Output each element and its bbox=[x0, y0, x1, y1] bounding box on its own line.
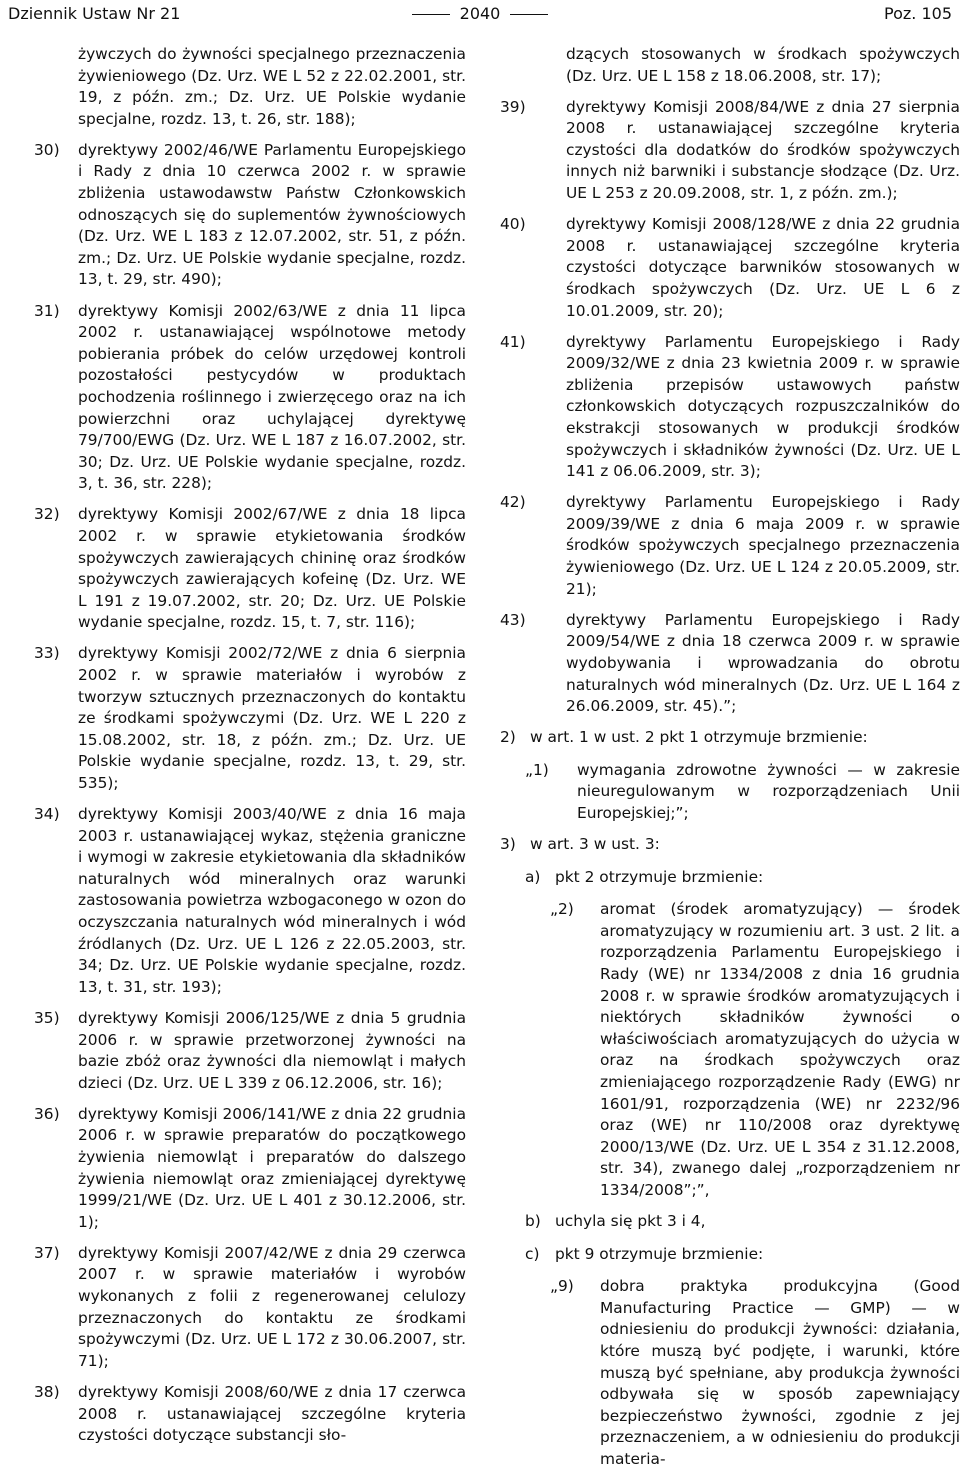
point-3 bbox=[500, 834, 960, 856]
item-number: 31) bbox=[34, 301, 60, 320]
item-text: dyrektywy Parlamentu Europejskiego i Rady 2009/54/WE z dnia 18 czerwca 2009 r. w sprawie wydobywania i wprowadzania do obrotu naturalnych wód mineralnych (Dz. Urz. UE L 164 z 26.06.2009, str. 45).”; bbox=[566, 610, 960, 716]
item-number: 40) bbox=[500, 215, 526, 234]
item-number: 30) bbox=[34, 140, 60, 159]
item-number: 34) bbox=[34, 805, 60, 824]
item-text: dyrektywy Komisji 2008/60/WE z dnia 17 czerwca 2008 r. ustanawiającej szczególne kryteria czystości dotyczące substancji sło- bbox=[78, 1382, 466, 1445]
sub-letter: a) bbox=[525, 867, 541, 886]
continuation-text: żywczych do żywności specjalnego przeznaczenia żywieniowego (Dz. Urz. WE L 52 z 22.02.2001, str. 19, z późn. zm.; Dz. Urz. UE Polskie wydanie specjalne, rozdz. 13, t. 26, str. 188); bbox=[78, 45, 466, 128]
item-text: dyrektywy Parlamentu Europejskiego i Rady 2009/39/WE z dnia 6 maja 2009 r. w sprawie środków spożywczych specjalnego przeznaczenia żywieniowego (Dz. Urz. UE L 124 z 20.05.2009, str. 21); bbox=[566, 493, 960, 598]
point-text: w art. 1 w ust. 2 pkt 1 otrzymuje brzmienie: bbox=[530, 728, 868, 747]
item-number: 35) bbox=[34, 1008, 60, 1027]
sub-c-quote bbox=[550, 1276, 960, 1470]
item-text: dyrektywy Parlamentu Europejskiego i Rady 2009/32/WE z dnia 23 kwietnia 2009 r. w sprawie zbliżenia przepisów ustawowych państw członkowskich dotyczących rozpuszczalników do ekstrakcji stosowanych w produkcji środków spożywczych i składników żywności (Dz. Urz. UE L 141 z 06.06.2009, str. 3); bbox=[566, 332, 960, 481]
point-text: w art. 3 w ust. 3: bbox=[530, 835, 660, 854]
dash-left bbox=[412, 14, 450, 15]
position-number: Poz. 105 bbox=[884, 4, 952, 23]
point-number: 2) bbox=[500, 728, 516, 747]
item-text: dyrektywy Komisji 2006/125/WE z dnia 5 grudnia 2006 r. w sprawie przetworzonej żywności na bazie zbóż oraz żywności dla niemowląt i małych dzieci (Dz. Urz. UE L 339 z 06.12.2006, str. 16); bbox=[78, 1008, 466, 1092]
right-column bbox=[500, 44, 960, 1480]
item-number: 43) bbox=[500, 610, 526, 629]
item-number: 32) bbox=[34, 505, 60, 524]
item-text: dyrektywy 2002/46/WE Parlamentu Europejskiego i Rady z dnia 10 czerwca 2002 r. w sprawie zbliżenia ustawodawstw Państw Członkowskich odnoszących się do suplementów żywnościowych (Dz. Urz. WE L 183 z 12.07.2002, str. 51, z późn. zm.; Dz. Urz. UE Polskie wydanie specjalne, rozdz. 13, t. 29, str. 490); bbox=[78, 140, 466, 289]
item-number: 39) bbox=[500, 97, 526, 116]
page-number-wrapper bbox=[0, 4, 960, 23]
journal-title: Dziennik Ustaw Nr 21 bbox=[8, 4, 181, 23]
sub-text: pkt 2 otrzymuje brzmienie: bbox=[555, 867, 764, 886]
item-number: 42) bbox=[500, 493, 526, 512]
continuation-text: dzących stosowanych w środkach spożywczych (Dz. Urz. UE L 158 z 18.06.2008, str. 17); bbox=[566, 45, 960, 85]
list-item bbox=[34, 1243, 466, 1373]
sub-text: pkt 9 otrzymuje brzmienie: bbox=[555, 1244, 764, 1263]
sub-letter: b) bbox=[525, 1212, 541, 1231]
sub-point-a bbox=[525, 867, 960, 889]
point-2 bbox=[500, 727, 960, 749]
item-text: dyrektywy Komisji 2007/42/WE z dnia 29 czerwca 2007 r. w sprawie materiałów i wyrobów wykonanych z folii z regenerowanej celulozy przeznaczonych do kontaktu ze środkami spożywczymi (Dz. Urz. UE L 172 z 30.06.2007, str. 71); bbox=[78, 1243, 466, 1370]
list-item bbox=[34, 643, 466, 794]
item-number: 33) bbox=[34, 644, 60, 663]
sub-point-b bbox=[525, 1211, 960, 1233]
sub-letter: c) bbox=[525, 1244, 540, 1263]
point-2-quote bbox=[525, 760, 960, 825]
item-text: dyrektywy Komisji 2006/141/WE z dnia 22 grudnia 2006 r. w sprawie preparatów do początkowego żywienia niemowląt i preparatów do dalszego żywienia niemowląt oraz zmieniającej dyrektywę 1999/21/WE (Dz. Urz. UE L 401 z 30.12.2006, str. 1); bbox=[78, 1104, 466, 1231]
list-item bbox=[34, 1008, 466, 1094]
quote-text: aromat (środek aromatyzujący) — środek aromatyzujący w rozumieniu art. 3 ust. 2 lit. a rozporządzenia Parlamentu Europejskiego i Rady (WE) nr 1334/2008 z dnia 16 grudnia 2008 r. w sprawie środków aromatyzujących i niektórych składników żywności o właściwościach aromatyzujących do użycia w oraz na środkach spożywczych oraz zmieniającego rozporządzenie Rady (EWG) nr 1601/91, rozporządzenia (WE) nr 2232/96 oraz (WE) nr 110/2008 oraz dyrektywę 2000/13/WE (Dz. Urz. UE L 354 z 31.12.2008, str. 34), zwanego dalej „rozporządzeniem nr 1334/2008”;”, bbox=[600, 900, 960, 1199]
item-text: dyrektywy Komisji 2002/72/WE z dnia 6 sierpnia 2002 r. w sprawie materiałów i wyrobów z tworzyw sztucznych przeznaczonych do kontaktu ze środkami spożywczymi (Dz. Urz. WE L 220 z 15.08.2002, str. 18, z późn. zm.; Dz. Urz. UE Polskie wydanie specjalne, rozdz. 13, t. 29, str. 535); bbox=[78, 644, 466, 792]
list-item bbox=[500, 332, 960, 483]
quote-text: dobra praktyka produkcyjna (Good Manufacturing Practice — GMP) — w odniesieniu do produkcji żywności: działania, które muszą być podjęte, i warunki, które muszą być spełniane, aby produkcja żywności odbywała się w sposób zapewniający bezpieczeństwo żywności, zgodnie z jej przeznaczeniem, a w odniesieniu do produkcji materia- bbox=[600, 1277, 960, 1469]
page-number: 2040 bbox=[459, 4, 501, 23]
item-number: 41) bbox=[500, 332, 526, 351]
sub-text: uchyla się pkt 3 i 4, bbox=[555, 1212, 706, 1231]
list-item bbox=[34, 804, 466, 998]
quoted-item bbox=[550, 1276, 960, 1470]
point-number: 3) bbox=[500, 835, 516, 854]
item-text: dyrektywy Komisji 2008/128/WE z dnia 22 grudnia 2008 r. ustanawiającej szczególne kryteria czystości dotyczące barwników stosowanych w środkach spożywczych (Dz. Urz. UE L 6 z 10.01.2009, str. 20); bbox=[566, 215, 960, 320]
item-text: dyrektywy Komisji 2008/84/WE z dnia 27 sierpnia 2008 r. ustanawiającej szczególne kryteria czystości dla dodatków do środków spożywczych innych niż barwniki i substancje słodzące (Dz. Urz. UE L 253 z 20.09.2008, str. 1, z późn. zm.); bbox=[566, 97, 960, 203]
list-item bbox=[500, 492, 960, 600]
quote-number: „2) bbox=[550, 900, 574, 919]
quote-text: wymagania zdrowotne żywności — w zakresie nieuregulowanym w rozporządzeniach Unii Europejskiej;”; bbox=[577, 760, 960, 822]
quote-number: „9) bbox=[550, 1277, 574, 1296]
quoted-item bbox=[550, 899, 960, 1201]
list-item bbox=[500, 97, 960, 205]
item-text: dyrektywy Komisji 2003/40/WE z dnia 16 maja 2003 r. ustanawiającej wykaz, stężenia graniczne i wymogi w zakresie etykietowania dla składników naturalnych wód mineralnych oraz warunki zastosowania powietrza wzbogaconego w ozon do oczyszczania naturalnych wód mineralnych i wód źródlanych (Dz. Urz. UE L 126 z 22.05.2003, str. 34; Dz. Urz. UE Polskie wydanie specjalne, rozdz. 13, t. 31, str. 193); bbox=[78, 805, 466, 996]
list-item bbox=[500, 610, 960, 718]
left-column bbox=[34, 44, 466, 1456]
item-number: 36) bbox=[34, 1104, 60, 1123]
quoted-item bbox=[525, 760, 960, 825]
item-number: 37) bbox=[34, 1243, 60, 1262]
item-number: 38) bbox=[34, 1382, 60, 1401]
quote-number: „1) bbox=[525, 760, 549, 779]
sub-point-c bbox=[525, 1244, 960, 1266]
sub-points bbox=[525, 867, 960, 1471]
list-item bbox=[34, 1104, 466, 1234]
list-item bbox=[34, 1382, 466, 1447]
page-header bbox=[0, 0, 960, 28]
list-item bbox=[34, 504, 466, 634]
item-text: dyrektywy Komisji 2002/67/WE z dnia 18 lipca 2002 r. w sprawie etykietowania środków spożywczych zawierających chininę oraz środków spożywczych zawierających kofeinę (Dz. Urz. WE L 191 z 19.07.2002, str. 20; Dz. Urz. UE Polskie wydanie specjalne, rozdz. 15, t. 7, str. 116); bbox=[78, 505, 466, 632]
list-item bbox=[34, 140, 466, 291]
item-text: dyrektywy Komisji 2002/63/WE z dnia 11 lipca 2002 r. ustanawiającej wspólnotowe metody pobierania próbek do celów urzędowej kontroli pozostałości pestycydów w produktach pochodzenia roślinnego i zwierzęcego oraz na ich powierzchni oraz uchylającej dyrektywę 79/700/EWG (Dz. Urz. WE L 187 z 16.07.2002, str. 30; Dz. Urz. UE Polskie wydanie specjalne, rozdz. 3, t. 36, str. 228); bbox=[78, 301, 466, 493]
sub-a-quote bbox=[550, 899, 960, 1201]
list-item bbox=[34, 301, 466, 495]
list-item bbox=[500, 214, 960, 322]
dash-right bbox=[510, 14, 548, 15]
